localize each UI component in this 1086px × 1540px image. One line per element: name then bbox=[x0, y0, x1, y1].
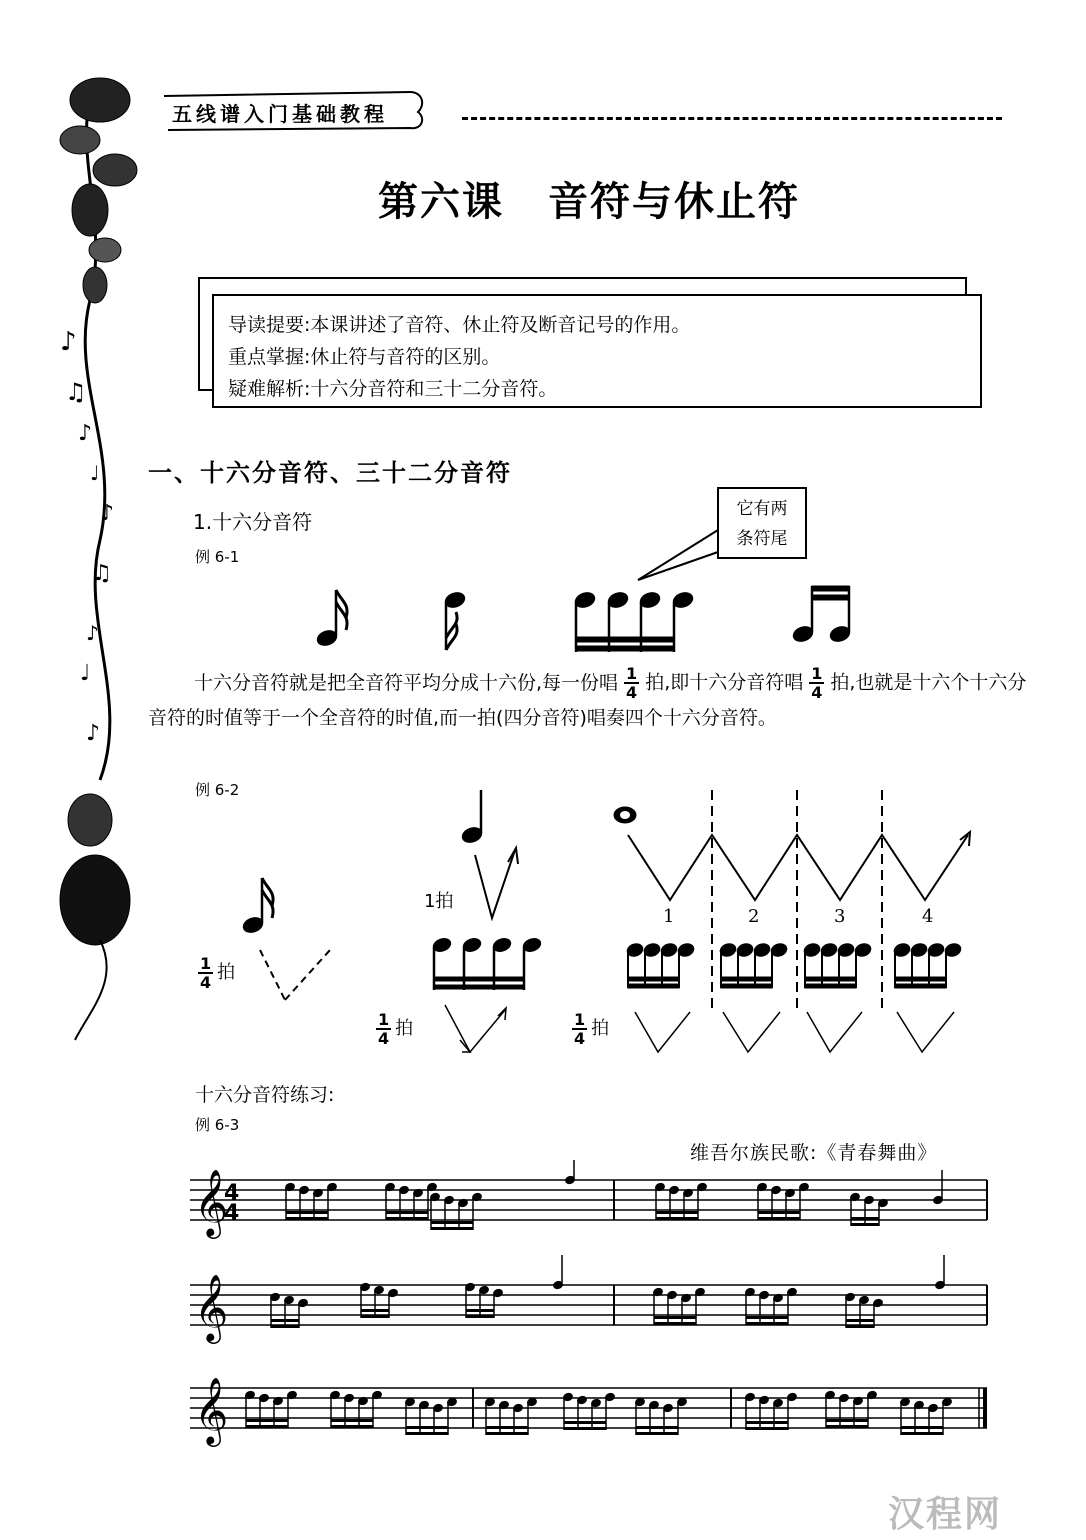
callout-pointer bbox=[620, 500, 730, 590]
treble-clef: 𝄞 bbox=[194, 1273, 229, 1341]
sixteenth-note-stem-up bbox=[315, 590, 347, 648]
quarter-beat-label-middle: $\frac{1}{4}$ 拍 bbox=[378, 1010, 414, 1048]
song-credit: 维吾尔族民歌:《青春舞曲》 bbox=[690, 1142, 938, 1164]
callout-box bbox=[717, 487, 807, 559]
fraction-one-quarter: $\frac{1}{4}$ bbox=[811, 664, 823, 702]
count-label-4: 4 bbox=[922, 906, 934, 927]
lesson-number: 第六课 bbox=[378, 179, 504, 225]
para-part-1: 十六分音符就是把全音符平均分成十六份,每一份唱 bbox=[194, 671, 619, 694]
quarter-note bbox=[460, 790, 484, 845]
quarter-note bbox=[564, 1160, 576, 1185]
subsection-heading: 1.十六分音符 bbox=[193, 510, 313, 534]
sixteenth-note-group bbox=[269, 1292, 309, 1328]
time-signature-top: 4 bbox=[224, 1181, 240, 1206]
guide-summary: 导读提要:本课讲述了音符、休止符及断音记号的作用。 bbox=[228, 314, 691, 336]
svg-text:♪: ♪ bbox=[100, 501, 115, 526]
callout-line-1: 它有两 bbox=[736, 499, 788, 519]
sixteenth-note-group bbox=[384, 1182, 438, 1220]
svg-text:♩: ♩ bbox=[90, 461, 100, 485]
quarter-note bbox=[552, 1255, 564, 1290]
svg-text:♪: ♪ bbox=[60, 327, 77, 357]
example-label-6-2: 例 6-2 bbox=[195, 781, 240, 799]
svg-text:♪: ♪ bbox=[86, 621, 99, 645]
sixteenth-note-group bbox=[464, 1282, 504, 1318]
header-dashed-rule bbox=[462, 117, 1002, 120]
sixteenth-note-stem-down bbox=[443, 590, 467, 650]
treble-clef: 𝄞 bbox=[194, 1168, 229, 1236]
para-part-3: 拍,也就是十六个十六分音符的时值等于一个全音符的时值,而一拍(四分音符)唱奏四个十六分音符。 bbox=[148, 671, 1027, 729]
count-label-1: 1 bbox=[663, 906, 675, 927]
sixteenth-note-group bbox=[634, 1397, 688, 1435]
decorative-vine-illustration bbox=[0, 0, 150, 1060]
sixteenth-note-group bbox=[652, 1287, 706, 1325]
sixteenth-note-group bbox=[284, 1182, 338, 1220]
sixteenth-note-group bbox=[899, 1397, 953, 1435]
sixteenth-note-group bbox=[404, 1397, 458, 1435]
sixteenth-note-group bbox=[824, 1390, 878, 1428]
sixteenth-note-group bbox=[849, 1192, 889, 1226]
example-6-1-notes bbox=[300, 580, 880, 660]
watermark: 汉程网 bbox=[888, 1494, 1003, 1535]
example-label-6-1: 例 6-1 bbox=[195, 548, 240, 566]
para-part-2: 拍,即十六分音符唱 bbox=[645, 671, 804, 694]
svg-text:♫: ♫ bbox=[92, 561, 112, 586]
one-beat-label: 1拍 bbox=[424, 891, 454, 912]
lesson-name: 音符与休止符 bbox=[548, 179, 800, 225]
sixteenth-note-group bbox=[654, 1182, 708, 1220]
lesson-title bbox=[378, 170, 800, 227]
guide-key-point: 重点掌握:休止符与音符的区别。 bbox=[228, 346, 501, 368]
svg-text:♪: ♪ bbox=[78, 421, 93, 446]
single-sixteenth-note bbox=[241, 878, 273, 935]
treble-clef: 𝄞 bbox=[194, 1376, 229, 1444]
svg-text:♩: ♩ bbox=[80, 661, 91, 686]
callout-line-2: 条符尾 bbox=[736, 529, 788, 549]
beamed-group-2 bbox=[718, 942, 788, 988]
example-6-3-score bbox=[190, 1160, 1000, 1460]
guide-difficulty: 疑难解析:十六分音符和三十二分音符。 bbox=[228, 378, 558, 400]
sixteenth-note-group bbox=[429, 1192, 483, 1230]
time-signature-bottom: 4 bbox=[224, 1201, 240, 1226]
sixteenth-note-group bbox=[744, 1287, 798, 1325]
example-label-6-3: 例 6-3 bbox=[195, 1116, 240, 1134]
quarter-note bbox=[932, 1170, 944, 1205]
quarter-beat-label-left: $\frac{1}{4}$ 拍 bbox=[200, 954, 236, 992]
count-label-2: 2 bbox=[748, 906, 760, 927]
practice-label: 十六分音符练习: bbox=[195, 1084, 335, 1106]
svg-text:♫: ♫ bbox=[65, 378, 87, 406]
sixteenth-note-group bbox=[756, 1182, 810, 1220]
sixteenth-note-group bbox=[359, 1282, 399, 1318]
explanation-paragraph bbox=[148, 665, 1043, 735]
svg-text:♪: ♪ bbox=[86, 721, 101, 746]
beamed-group-1 bbox=[625, 942, 695, 988]
count-label-3: 3 bbox=[834, 906, 846, 927]
beamed-four-sixteenths bbox=[431, 936, 542, 990]
sixteenth-note-group bbox=[844, 1292, 884, 1328]
whole-note bbox=[614, 807, 636, 823]
book-title: 五线谱入门基础教程 bbox=[172, 102, 388, 126]
beamed-group-3 bbox=[802, 942, 872, 988]
section-heading: 一、十六分音符、三十二分音符 bbox=[148, 459, 512, 487]
quarter-beat-label-right: $\frac{1}{4}$ 拍 bbox=[574, 1010, 610, 1048]
quarter-note bbox=[934, 1255, 946, 1290]
beamed-sixteenths-stem-up bbox=[791, 586, 852, 644]
beamed-group-4 bbox=[892, 942, 962, 988]
sixteenth-note-group bbox=[329, 1390, 383, 1428]
fraction-one-quarter: $\frac{1}{4}$ bbox=[626, 664, 638, 702]
beamed-sixteenths-stem-down bbox=[573, 590, 695, 652]
score-notes bbox=[244, 1160, 953, 1435]
sixteenth-note-group bbox=[484, 1397, 538, 1435]
sixteenth-note-group bbox=[244, 1390, 298, 1428]
